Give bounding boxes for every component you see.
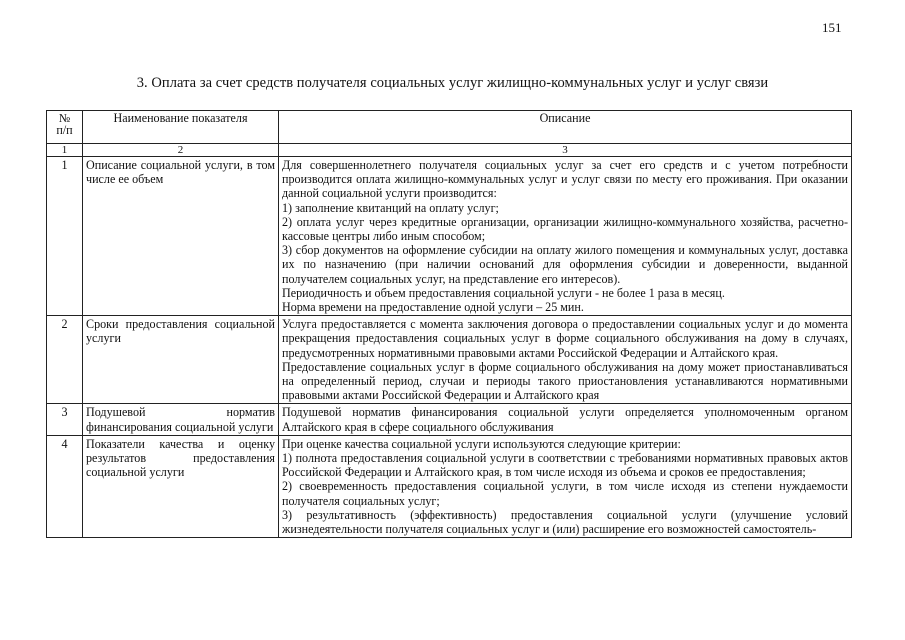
column-number-row bbox=[47, 144, 852, 157]
indicator-name: Описание социальной услуги, в том числе ее объем bbox=[83, 157, 279, 316]
table-row bbox=[47, 157, 852, 316]
indicator-description: При оценке качества социальной услуги используются следующие критерии: 1) полнота предоставления социальной услуги в соответствии с требованиями нормативных правовых актов Российской Федерации и Алтайского края, в том числе исходя из объема и сроков ее предоставления; 2) своевременность предоставления социальной услуги, в том числе исходя из степени нуждаемости получателя социальных услуг; 3) результативность (эффективность) предоставления социальной услуги (улучшение условий жизнедеятельности получателя социальных услуг и (или) расширение его возможностей самостоятель- bbox=[279, 435, 852, 537]
indicator-name: Сроки предоставления социальной услуги bbox=[83, 316, 279, 404]
column-number: 2 bbox=[83, 144, 279, 157]
header-number: № п/п bbox=[47, 111, 83, 144]
table-row bbox=[47, 435, 852, 537]
services-table bbox=[46, 110, 852, 538]
header-description: Описание bbox=[279, 111, 852, 144]
indicator-name: Подушевой норматив финансирования социальной услуги bbox=[83, 404, 279, 435]
row-number: 1 bbox=[47, 157, 83, 316]
indicator-name: Показатели качества и оценку результатов предоставления социальной услуги bbox=[83, 435, 279, 537]
header-indicator-name: Наименование показателя bbox=[83, 111, 279, 144]
row-number: 2 bbox=[47, 316, 83, 404]
indicator-description: Подушевой норматив финансирования социальной услуги определяется уполномоченным органом Алтайского края в сфере социального обслуживания bbox=[279, 404, 852, 435]
row-number: 3 bbox=[47, 404, 83, 435]
indicator-description: Для совершеннолетнего получателя социальных услуг за счет его средств и с учетом потребности производится оплата жилищно-коммунальных услуг и услуг связи по месту его проживания. При оказании данной социальной услуги производится: 1) заполнение квитанций на оплату услуг; 2) оплата услуг через кредитные организации, организации жилищно-коммунального хозяйства, расчетно-кассовые центры либо иным способом; 3) сбор документов на оформление субсидии на оплату жилого помещения и коммунальных услуг, доставка их по назначению (при наличии оснований для оформления субсидии и доверенности, выданной получателем социальных услуг, на представление его интересов). Периодичность и объем предоставления социальной услуги - не более 1 раза в месяц. Норма времени на предоставление одной услуги – 25 мин. bbox=[279, 157, 852, 316]
table-row bbox=[47, 404, 852, 435]
row-number: 4 bbox=[47, 435, 83, 537]
table-header-row bbox=[47, 111, 852, 144]
table-row bbox=[47, 316, 852, 404]
column-number: 3 bbox=[279, 144, 852, 157]
page-number: 151 bbox=[822, 20, 842, 35]
indicator-description: Услуга предоставляется с момента заключения договора о предоставлении социальных услуг и до момента прекращения предоставления социальных услуг в форме социального обслуживания на дому в случаях, предусмотренных нормативными правовыми актами Российской Федерации и Алтайского края. Предоставление социальных услуг в форме социального обслуживания на дому может приостанавливаться на определенный период, случаи и периоды такого приостановления устанавливаются нормативными правовыми актами Российской Федерации и Алтайского края bbox=[279, 316, 852, 404]
column-number: 1 bbox=[47, 144, 83, 157]
section-title: 3. Оплата за счет средств получателя социальных услуг жилищно-коммунальных услуг и услуг связи bbox=[136, 75, 769, 91]
